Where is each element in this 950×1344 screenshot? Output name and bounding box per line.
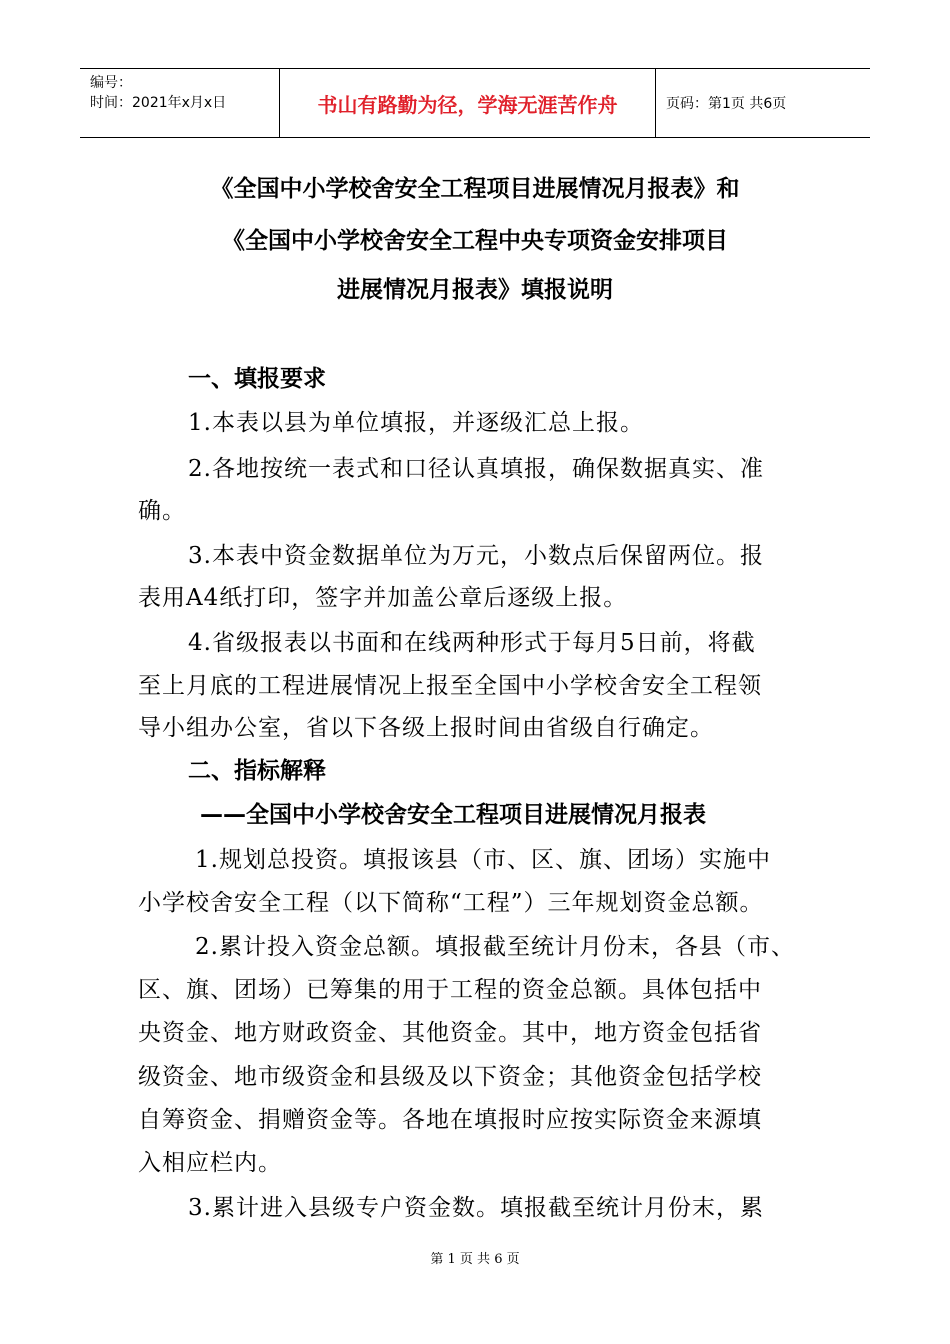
paragraph-line: 导小组办公室，省以下各级上报时间由省级自行确定。: [138, 715, 714, 741]
title-line-2: 《全国中小学校舍安全工程中央专项资金安排项目: [222, 228, 728, 254]
title-line-1: 《全国中小学校舍安全工程项目进展情况月报表》和: [210, 176, 740, 202]
paragraph-line: 自筹资金、捐赠资金等。各地在填报时应按实际资金来源填: [138, 1107, 762, 1133]
paragraph-line: 1.本表以县为单位填报，并逐级汇总上报。: [188, 410, 644, 436]
page-footer: 第 1 页 共 6 页: [430, 1252, 520, 1267]
paragraph-line: 3.本表中资金数据单位为万元，小数点后保留两位。报: [188, 543, 764, 569]
header-meta: [80, 69, 280, 137]
paragraph-line: 2.各地按统一表式和口径认真填报，确保数据真实、准: [188, 456, 764, 482]
section2-subheading: ——全国中小学校舍安全工程项目进展情况月报表: [200, 802, 706, 828]
paragraph-line: 小学校舍安全工程（以下简称“工程”）三年规划资金总额。: [138, 890, 764, 916]
paragraph-line: 确。: [138, 498, 186, 524]
paragraph-line: 表用A4纸打印，签字并加盖公章后逐级上报。: [138, 585, 628, 611]
document-number-label: 编号：: [90, 75, 132, 91]
paragraph-line: 至上月底的工程进展情况上报至全国中小学校舍安全工程领: [138, 673, 762, 699]
section2-heading: 二、指标解释: [188, 758, 326, 784]
paragraph-line: 央资金、地方财政资金、其他资金。其中，地方资金包括省: [138, 1020, 762, 1046]
paragraph-line: 4.省级报表以书面和在线两种形式于每月5日前，将截: [188, 630, 756, 656]
paragraph-line: 区、旗、团场）已筹集的用于工程的资金总额。具体包括中: [138, 977, 762, 1003]
paragraph-line: 2.累计投入资金总额。填报截至统计月份末，各县（市、: [195, 934, 795, 960]
title-line-3: 进展情况月报表》填报说明: [337, 277, 613, 303]
header-page-info: 页码：第1页 共6页: [666, 96, 787, 112]
paragraph-line: 入相应栏内。: [138, 1150, 282, 1176]
paragraph-line: 3.累计进入县级专户资金数。填报截至统计月份末，累: [188, 1195, 764, 1221]
paragraph-line: 1.规划总投资。填报该县（市、区、旗、团场）实施中: [195, 847, 771, 873]
header-table: [80, 68, 870, 138]
document-time-label: 时间：2021年x月x日: [90, 95, 227, 111]
section1-heading: 一、填报要求: [188, 366, 326, 392]
header-motto: 书山有路勤为径，学海无涯苦作舟: [280, 69, 656, 137]
paragraph-line: 级资金、地市级资金和县级及以下资金；其他资金包括学校: [138, 1064, 762, 1090]
